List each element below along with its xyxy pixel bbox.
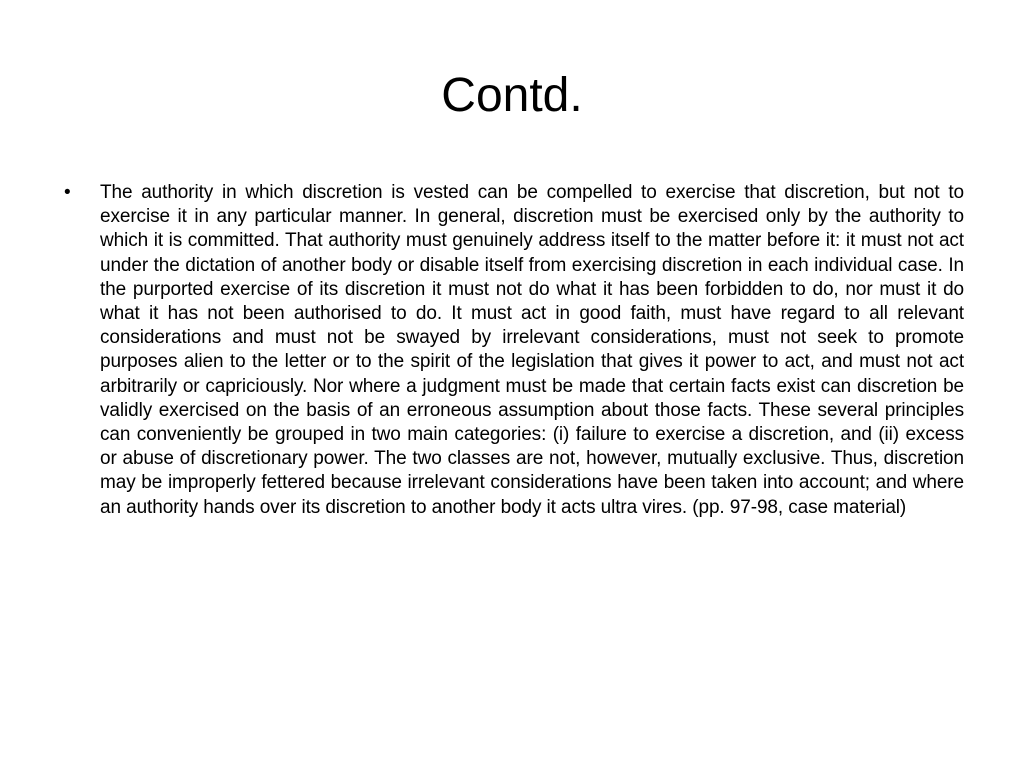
bullet-text: The authority in which discretion is vested can be compelled to exercise that discretion, but not to exercise it in any particular manner. In general, discretion must be exercised only by the authority to which it is committed. That authority must genuinely address itself to the matter before it: it must not act under the dictation of another body or disable itself from exercising discretion in each individual case. In the purported exercise of its discretion it must not do what it has been forbidden to do, nor must it do what it has not been authorised to do. It must act in good faith, must have regard to all relevant considerations and must not be swayed by irrelevant considerations, must not seek to promote purposes alien to the letter or to the spirit of the legislation that gives it power to act, and must not act arbitrarily or capriciously. Nor where a judgment must be made that certain facts exist can discretion be validly exercised on the basis of an erroneous assumption about those facts. These several principles can conveniently be grouped in two main categories: (i) failure to exercise a discretion, and (ii) excess or abuse of discretionary power. The two classes are not, however, mutually exclusive. Thus, discretion may be improperly fettered because irrelevant considerations have been taken into account; and where an authority hands over its discretion to another body it acts ultra vires. (pp. 97-98, case material) bbox=[100, 182, 964, 518]
bullet-marker: • bbox=[64, 182, 71, 203]
slide-title: Contd. bbox=[441, 69, 583, 122]
slide-body bbox=[64, 181, 964, 520]
bullet-item bbox=[64, 181, 964, 520]
